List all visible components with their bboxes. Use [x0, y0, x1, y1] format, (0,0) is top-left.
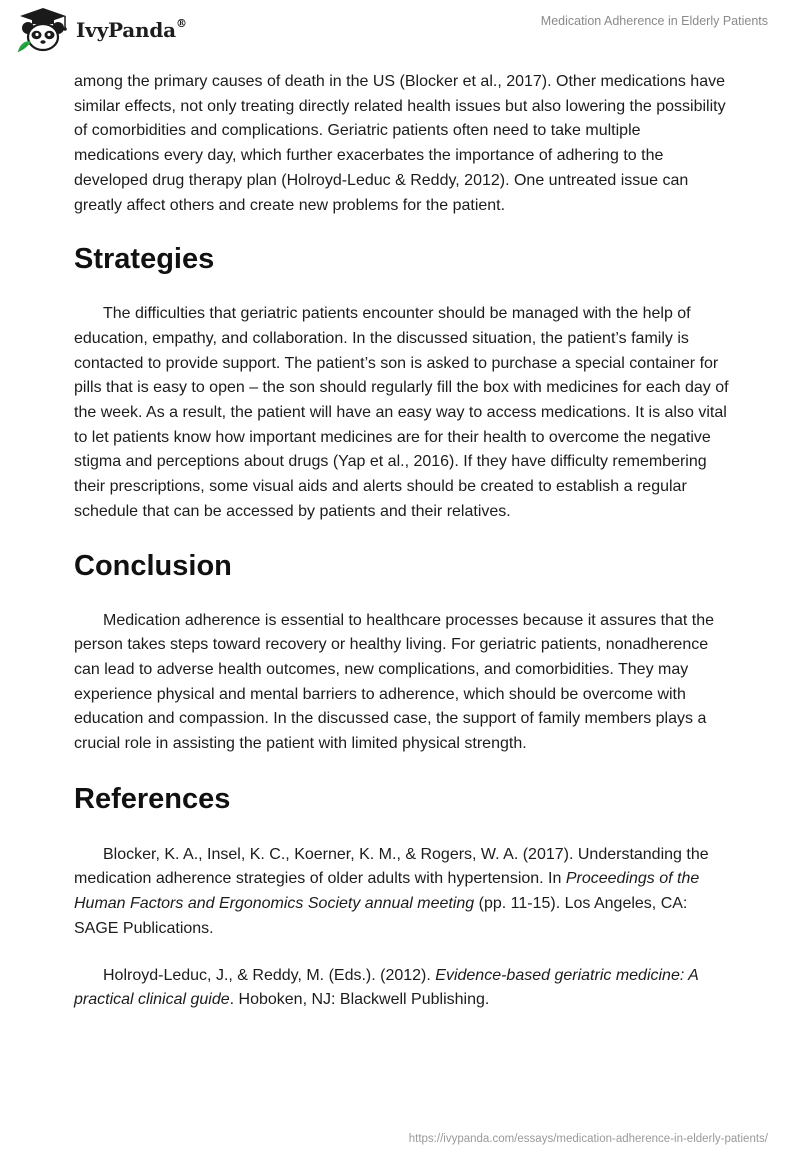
reference-item: Holroyd-Leduc, J., & Reddy, M. (Eds.). (2012). Evidence-based geriatric medicine: A practical clinical guide. Hoboken, NJ: Blackwell Publishing. — [74, 966, 699, 1009]
conclusion-paragraph: Medication adherence is essential to healthcare processes because it assures that the person takes steps toward recovery or healthy living. For geriatric patients, nonadherence can lead to adverse health outcomes, new complications, and comorbidities. They may experience physical and mental barriers to adherence, which should be overcome with education and compassion. In the discussed case, the support of family members plays a crucial role in assisting the patient with limited physical strength. — [74, 611, 715, 753]
panda-graduation-icon — [14, 6, 72, 54]
document-title: Medication Adherence in Elderly Patients — [540, 14, 768, 28]
strategies-heading: Strategies — [74, 243, 215, 276]
conclusion-heading: Conclusion — [74, 549, 232, 582]
reference-source-title: Proceedings of the Human Factors and Ergonomics Society annual meeting — [74, 870, 700, 913]
reference-item: Blocker, K. A., Insel, K. C., Koerner, K. M., & Rogers, W. A. (2017). Understanding the medication adherence strategies of older adults with hypertension. In Proceedings of the Human Factors and Ergonomics Society annual meeting (pp. 11-15). Los Angeles, CA: SAGE Publications. — [74, 845, 709, 937]
page-header — [0, 0, 800, 64]
source-url[interactable]: https://ivypanda.com/essays/medication-adherence-in-elderly-patients/ — [408, 1133, 768, 1145]
registered-mark: ® — [175, 17, 187, 31]
essay-body — [74, 70, 730, 1035]
brand-name: IvyPanda® — [76, 17, 187, 42]
reference-source-title: Evidence-based geriatric medicine: A practical clinical guide — [74, 966, 699, 1009]
ivypanda-logo[interactable] — [14, 6, 187, 54]
references-heading: References — [74, 782, 231, 815]
intro-paragraph: among the primary causes of death in the US (Blocker et al., 2017). Other medications have similar effects, not only treating directly related health issues but also lowering the possibility of comorbidities and complications. Geriatric patients often need to take multiple medications every day, which further exacerbates the importance of adhering to the developed drug therapy plan (Holroyd-Leduc & Reddy, 2012). One untreated issue can greatly affect others and create new problems for the patient. — [74, 73, 726, 214]
strategies-paragraph: The difficulties that geriatric patients encounter should be managed with the help of education, empathy, and collaboration. In the discussed situation, the patient’s family is contacted to provide support. The patient’s son is asked to purchase a special container for pills that is easy to open – the son should regularly fill the box with medicines for each day of the week. As a result, the patient will have an easy way to access medications. It is also vital to let patients know how important medicines are for their health to overcome the negative stigma and perceptions about drugs (Yap et al., 2016). If they have difficulty remembering their prescriptions, some visual aids and alerts should be created to establish a regular schedule that can be accessed by patients and their relatives. — [74, 305, 729, 520]
